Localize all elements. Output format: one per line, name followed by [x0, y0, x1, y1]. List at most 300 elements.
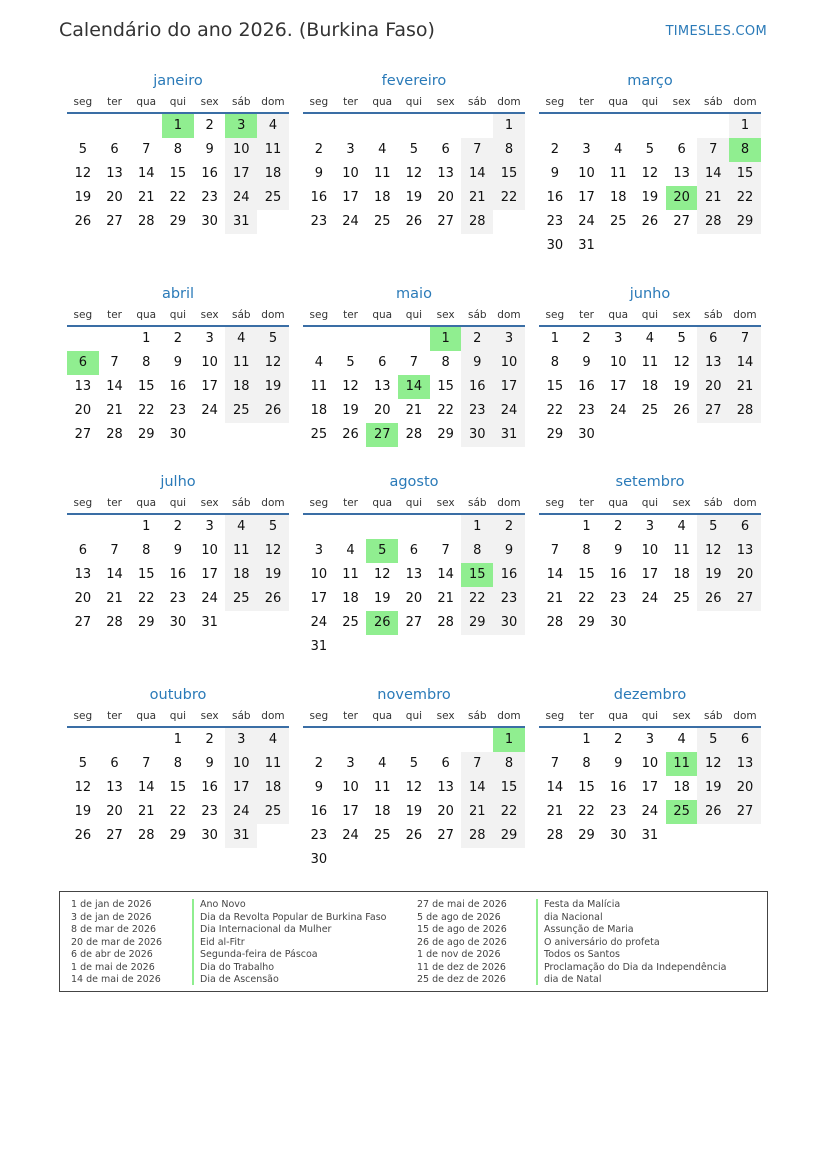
month-janeiro [67, 70, 289, 234]
weekday-label: sáb [231, 710, 251, 722]
day-cell: 6 [729, 728, 761, 752]
holiday-day-cell: 1 [430, 327, 462, 351]
day-cell: 7 [409, 355, 419, 370]
weekday-label: dom [261, 497, 285, 509]
weekday-label: seg [545, 710, 565, 722]
day-cell: 16 [201, 166, 218, 181]
legend-holiday-name: Festa da Malícia [544, 899, 621, 910]
day-cell: 10 [578, 166, 595, 181]
day-cell: 21 [461, 800, 493, 824]
day-cell: 24 [225, 186, 257, 210]
day-cell: 20 [729, 563, 761, 587]
month-dezembro [539, 684, 761, 848]
day-cell: 16 [493, 563, 525, 587]
day-cell: 11 [373, 780, 391, 795]
weekday-label: qua [372, 309, 393, 321]
empty-cell [571, 114, 603, 138]
day-grid [67, 114, 289, 234]
weekday-label: sex [200, 497, 219, 509]
day-cell: 12 [342, 379, 359, 394]
day-cell: 12 [673, 355, 690, 370]
day-cell: 1 [461, 515, 493, 539]
day-cell: 12 [641, 166, 659, 181]
day-cell: 4 [257, 728, 289, 752]
day-cell: 19 [74, 190, 92, 205]
empty-cell [303, 515, 335, 539]
day-cell: 23 [609, 804, 627, 819]
day-cell: 29 [169, 214, 187, 229]
day-cell: 30 [201, 828, 218, 843]
day-cell: 26 [257, 399, 289, 423]
month-name: janeiro [153, 73, 203, 89]
weekday-label: sex [672, 710, 691, 722]
empty-cell [303, 327, 335, 351]
day-cell: 17 [578, 190, 595, 205]
day-cell: 16 [310, 190, 328, 205]
day-cell: 6 [78, 543, 87, 558]
day-cell: 28 [106, 615, 123, 630]
day-cell: 31 [493, 423, 525, 447]
day-cell: 8 [582, 543, 591, 558]
day-cell: 25 [609, 214, 627, 229]
day-cell: 13 [697, 351, 729, 375]
empty-cell [335, 515, 367, 539]
day-cell: 25 [257, 186, 289, 210]
legend-right-names [544, 899, 726, 987]
legend-holiday-name: dia de Natal [544, 974, 602, 985]
weekday-label: qua [372, 96, 393, 108]
day-cell: 26 [673, 403, 690, 418]
weekday-label: qua [608, 96, 629, 108]
day-cell: 1 [142, 519, 151, 534]
weekday-label: dom [733, 309, 757, 321]
day-cell: 16 [169, 379, 187, 394]
day-cell: 11 [257, 138, 289, 162]
day-cell: 18 [373, 190, 391, 205]
day-cell: 2 [550, 142, 559, 157]
day-cell: 29 [169, 828, 187, 843]
weekday-label: sáb [231, 497, 251, 509]
empty-cell [602, 114, 634, 138]
weekday-label: ter [107, 710, 122, 722]
day-cell: 30 [169, 427, 187, 442]
day-cell: 28 [137, 214, 155, 229]
legend-holiday-name: Ano Novo [200, 899, 246, 910]
day-cell: 18 [673, 780, 690, 795]
empty-cell [430, 114, 462, 138]
day-cell: 6 [697, 327, 729, 351]
holiday-day-cell: 20 [666, 186, 698, 210]
day-cell: 14 [437, 567, 454, 582]
weekday-label: qui [641, 309, 659, 321]
day-cell: 28 [461, 824, 493, 848]
day-cell: 30 [578, 427, 595, 442]
weekday-label: qua [136, 497, 157, 509]
day-cell: 12 [405, 166, 423, 181]
day-cell: 8 [493, 138, 525, 162]
month-name: maio [396, 286, 432, 302]
weekday-label: qui [169, 497, 187, 509]
weekday-label: sex [436, 710, 455, 722]
day-cell: 15 [578, 567, 595, 582]
weekday-header [67, 706, 289, 728]
day-cell: 6 [441, 756, 450, 771]
day-cell: 6 [110, 756, 119, 771]
day-cell: 27 [697, 399, 729, 423]
day-cell: 23 [461, 399, 493, 423]
month-name: fevereiro [381, 73, 447, 89]
day-cell: 15 [437, 379, 454, 394]
day-cell: 18 [225, 563, 257, 587]
day-cell: 26 [697, 587, 729, 611]
month-março [539, 70, 761, 258]
day-cell: 24 [310, 615, 328, 630]
day-cell: 9 [582, 355, 591, 370]
day-cell: 19 [257, 563, 289, 587]
day-cell: 9 [314, 166, 323, 181]
day-cell: 10 [201, 543, 218, 558]
month-novembro [303, 684, 525, 872]
day-cell: 6 [441, 142, 450, 157]
day-cell: 18 [609, 190, 627, 205]
day-cell: 25 [373, 214, 391, 229]
day-cell: 22 [169, 804, 187, 819]
holiday-day-cell: 25 [666, 800, 698, 824]
day-cell: 7 [729, 327, 761, 351]
weekday-label: seg [73, 96, 93, 108]
weekday-label: sex [200, 309, 219, 321]
day-cell: 28 [437, 615, 454, 630]
day-cell: 3 [645, 519, 655, 534]
weekday-label: sex [672, 96, 691, 108]
month-julho [67, 471, 289, 635]
day-cell: 30 [201, 214, 218, 229]
day-cell: 26 [342, 427, 359, 442]
day-cell: 7 [110, 543, 119, 558]
day-cell: 22 [493, 186, 525, 210]
holiday-day-cell: 11 [666, 752, 698, 776]
legend-date: 5 de ago de 2026 [417, 911, 501, 923]
weekday-label: ter [579, 96, 594, 108]
day-cell: 21 [137, 190, 155, 205]
month-name: junho [629, 286, 671, 302]
empty-cell [99, 728, 131, 752]
day-cell: 5 [257, 327, 289, 351]
legend-date: 26 de ago de 2026 [417, 936, 507, 948]
day-cell: 22 [578, 591, 595, 606]
legend-holiday-name: Dia de Ascensão [200, 974, 279, 985]
weekday-label: seg [309, 497, 329, 509]
day-cell: 17 [493, 375, 525, 399]
weekday-label: qui [405, 96, 423, 108]
month-fevereiro [303, 70, 525, 234]
day-cell: 5 [697, 728, 729, 752]
day-cell: 22 [137, 403, 155, 418]
legend-left-dates [71, 899, 162, 987]
day-cell: 11 [257, 752, 289, 776]
weekday-label: qui [641, 96, 659, 108]
month-agosto [303, 471, 525, 659]
day-cell: 11 [310, 379, 328, 394]
day-cell: 15 [546, 379, 564, 394]
day-cell: 23 [169, 403, 187, 418]
day-cell: 28 [405, 427, 423, 442]
day-cell: 16 [310, 804, 328, 819]
day-cell: 14 [461, 162, 493, 186]
holiday-legend [59, 891, 768, 992]
day-cell: 26 [257, 587, 289, 611]
legend-date: 14 de mai de 2026 [71, 974, 161, 985]
weekday-label: qua [136, 309, 157, 321]
weekday-label: dom [497, 96, 521, 108]
day-cell: 29 [546, 427, 564, 442]
empty-cell [99, 515, 131, 539]
legend-holiday-name: Todos os Santos [544, 949, 620, 960]
day-cell: 15 [493, 162, 525, 186]
day-cell: 25 [342, 615, 359, 630]
legend-divider [192, 899, 194, 985]
empty-cell [130, 728, 162, 752]
weekday-label: sex [200, 96, 219, 108]
day-cell: 4 [677, 519, 686, 534]
legend-holiday-name: O aniversário do profeta [544, 936, 660, 948]
day-cell: 10 [493, 351, 525, 375]
legend-date: 1 de nov de 2026 [417, 949, 501, 960]
empty-cell [398, 114, 430, 138]
day-cell: 20 [106, 190, 123, 205]
weekday-header [539, 706, 761, 728]
day-cell: 23 [310, 828, 328, 843]
day-cell: 24 [225, 800, 257, 824]
day-cell: 1 [550, 331, 559, 346]
month-maio [303, 283, 525, 447]
day-cell: 28 [729, 399, 761, 423]
day-cell: 29 [461, 611, 493, 635]
day-cell: 18 [225, 375, 257, 399]
empty-cell [398, 728, 430, 752]
day-cell: 30 [546, 238, 564, 253]
day-cell: 29 [729, 210, 761, 234]
day-cell: 14 [697, 162, 729, 186]
holiday-day-cell: 6 [67, 351, 99, 375]
day-cell: 18 [310, 403, 328, 418]
page-title: Calendário do ano 2026. (Burkina Faso) [59, 19, 435, 41]
day-cell: 15 [578, 780, 595, 795]
day-cell: 19 [405, 804, 423, 819]
weekday-header [539, 493, 761, 515]
day-cell: 13 [405, 567, 423, 582]
day-cell: 14 [106, 567, 123, 582]
day-cell: 29 [137, 427, 155, 442]
day-cell: 24 [578, 214, 595, 229]
day-cell: 4 [225, 515, 257, 539]
day-cell: 27 [673, 214, 690, 229]
day-cell: 29 [493, 824, 525, 848]
empty-cell [335, 728, 367, 752]
empty-cell [461, 114, 493, 138]
day-cell: 8 [550, 355, 559, 370]
holiday-day-cell: 3 [225, 114, 257, 138]
empty-cell [634, 114, 666, 138]
day-cell: 14 [546, 780, 564, 795]
legend-holiday-name: Proclamação do Dia da Independência [544, 961, 727, 973]
day-cell: 3 [314, 543, 323, 558]
day-cell: 4 [346, 543, 355, 558]
month-name: agosto [389, 474, 439, 490]
day-cell: 13 [437, 780, 454, 795]
day-cell: 5 [677, 331, 686, 346]
empty-cell [366, 114, 398, 138]
day-cell: 28 [546, 615, 564, 630]
day-cell: 5 [409, 756, 419, 771]
weekday-label: ter [107, 96, 122, 108]
day-cell: 21 [697, 186, 729, 210]
legend-left-names [200, 899, 386, 987]
day-cell: 11 [609, 166, 627, 181]
day-cell: 5 [78, 142, 87, 157]
weekday-header [303, 493, 525, 515]
day-cell: 6 [110, 142, 119, 157]
weekday-label: qua [372, 710, 393, 722]
day-cell: 7 [550, 756, 559, 771]
day-cell: 31 [578, 238, 595, 253]
legend-holiday-name: Eid al-Fitr [200, 936, 245, 948]
day-cell: 2 [173, 331, 183, 346]
weekday-label: seg [309, 710, 329, 722]
day-cell: 25 [673, 591, 690, 606]
day-cell: 28 [106, 427, 123, 442]
day-cell: 27 [74, 615, 92, 630]
weekday-header [67, 305, 289, 327]
day-cell: 6 [378, 355, 387, 370]
weekday-label: seg [309, 96, 329, 108]
weekday-label: dom [261, 309, 285, 321]
day-cell: 3 [205, 331, 214, 346]
day-cell: 11 [373, 166, 391, 181]
day-cell: 8 [173, 756, 183, 771]
day-cell: 8 [142, 355, 151, 370]
day-cell: 27 [729, 800, 761, 824]
day-cell: 13 [74, 379, 92, 394]
day-cell: 3 [582, 142, 591, 157]
weekday-label: ter [579, 309, 594, 321]
day-cell: 13 [373, 379, 391, 394]
day-cell: 4 [225, 327, 257, 351]
legend-date: 8 de mar de 2026 [71, 924, 157, 935]
weekday-label: qua [136, 96, 157, 108]
empty-cell [303, 728, 335, 752]
day-cell: 2 [614, 732, 623, 747]
day-cell: 28 [461, 210, 493, 234]
day-cell: 20 [74, 403, 92, 418]
weekday-label: sáb [703, 309, 723, 321]
weekday-label: dom [497, 710, 521, 722]
day-cell: 8 [582, 756, 591, 771]
day-cell: 20 [729, 776, 761, 800]
day-cell: 17 [201, 567, 218, 582]
day-cell: 31 [225, 824, 257, 848]
weekday-header [67, 493, 289, 515]
day-cell: 18 [673, 567, 690, 582]
day-grid [539, 728, 761, 848]
day-cell: 27 [74, 427, 92, 442]
day-cell: 5 [257, 515, 289, 539]
day-cell: 9 [550, 166, 559, 181]
weekday-header [539, 305, 761, 327]
day-cell: 22 [493, 800, 525, 824]
weekday-label: sex [672, 309, 691, 321]
day-cell: 8 [493, 752, 525, 776]
day-cell: 30 [609, 828, 627, 843]
day-cell: 11 [641, 355, 659, 370]
day-cell: 10 [641, 756, 659, 771]
day-cell: 31 [641, 828, 659, 843]
day-cell: 6 [729, 515, 761, 539]
weekday-label: sáb [703, 497, 723, 509]
day-cell: 4 [378, 756, 387, 771]
day-cell: 4 [314, 355, 323, 370]
day-cell: 21 [546, 591, 564, 606]
weekday-label: ter [343, 497, 358, 509]
day-grid [303, 114, 525, 234]
day-cell: 12 [405, 780, 423, 795]
legend-right-dates [417, 899, 507, 987]
weekday-label: seg [545, 309, 565, 321]
day-cell: 27 [405, 615, 423, 630]
day-cell: 17 [641, 780, 659, 795]
legend-date: 1 de jan de 2026 [71, 899, 152, 910]
weekday-label: sáb [703, 710, 723, 722]
day-cell: 7 [142, 142, 151, 157]
day-cell: 31 [201, 615, 218, 630]
month-name: novembro [377, 687, 451, 703]
weekday-label: sex [200, 710, 219, 722]
day-cell: 17 [310, 591, 328, 606]
day-cell: 13 [729, 752, 761, 776]
day-cell: 14 [546, 567, 564, 582]
day-cell: 8 [142, 543, 151, 558]
holiday-day-cell: 26 [366, 611, 398, 635]
weekday-label: ter [107, 497, 122, 509]
day-cell: 25 [225, 399, 257, 423]
day-cell: 27 [106, 214, 123, 229]
day-cell: 7 [697, 138, 729, 162]
day-cell: 30 [169, 615, 187, 630]
empty-cell [366, 728, 398, 752]
day-cell: 19 [342, 403, 359, 418]
day-cell: 11 [225, 539, 257, 563]
day-cell: 29 [437, 427, 454, 442]
day-cell: 12 [373, 567, 391, 582]
day-cell: 7 [461, 138, 493, 162]
weekday-label: qui [641, 497, 659, 509]
day-cell: 9 [205, 142, 214, 157]
day-cell: 13 [106, 780, 123, 795]
day-cell: 22 [461, 587, 493, 611]
empty-cell [303, 114, 335, 138]
day-cell: 19 [697, 563, 729, 587]
holiday-day-cell: 27 [366, 423, 398, 447]
day-cell: 26 [405, 828, 423, 843]
weekday-label: ter [579, 710, 594, 722]
day-grid [539, 515, 761, 635]
weekday-label: qua [608, 710, 629, 722]
weekday-label: sáb [467, 710, 487, 722]
legend-date: 15 de ago de 2026 [417, 924, 507, 935]
brand-link[interactable]: TIMESLES.COM [665, 24, 767, 39]
weekday-label: qua [608, 309, 629, 321]
day-cell: 16 [201, 780, 218, 795]
